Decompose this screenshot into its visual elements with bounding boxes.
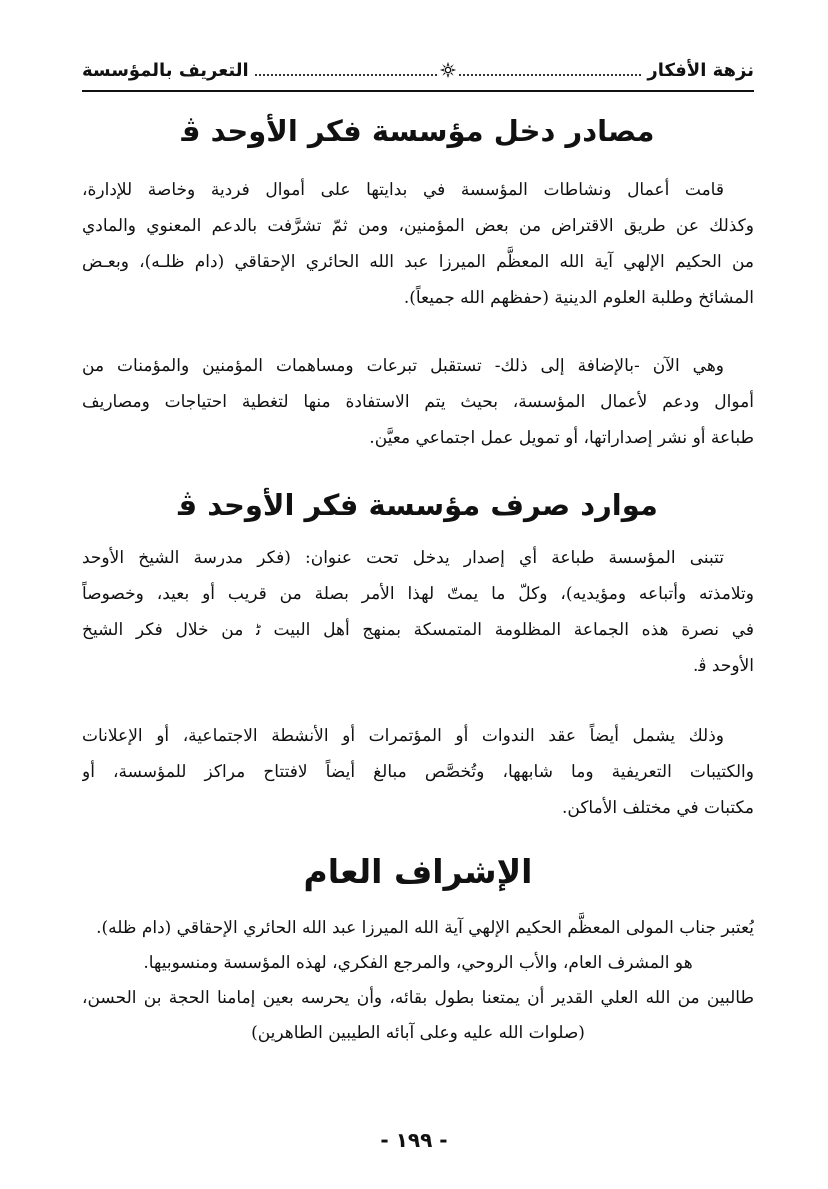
text-line: الأوحد ﭬ. — [693, 656, 754, 676]
text-line: طباعة أو نشر إصداراتها، أو تمويل عمل اجتماعي معيَّن. — [369, 428, 754, 448]
paragraph-spending-1 — [82, 540, 754, 684]
text-line: طالبين من الله العلي القدير أن يمتعنا بطول بقائه، وأن يحرسه بعين إمامنا الحجة بن الحسن، — [82, 988, 754, 1008]
text-line: تتبنى المؤسسة طباعة أي إصدار يدخل تحت عنوان: (فكر مدرسة الشيخ الأوحد — [82, 548, 724, 568]
paragraph-supervision — [82, 911, 754, 1051]
text-line: يُعتبر جناب المولى المعظَّم الحكيم الإلهي آية الله الميرزا عبد الله الحائري الإحقاقي (دام ظله). — [96, 918, 754, 938]
section-heading-income-sources: مصادر دخل مؤسسة فكر الأوحد ﭬ — [181, 114, 655, 148]
flower-ornament-icon — [439, 61, 457, 79]
section-heading-supervision: الإشراف العام — [303, 852, 533, 891]
text-line: والكتيبات التعريفية وما شابهها، وتُخصَّص مبالغ أيضاً لافتتاح مراكز للمؤسسة، أو — [82, 762, 754, 782]
running-header — [82, 52, 754, 92]
text-line: مكتبات في مختلف الأماكن. — [561, 798, 754, 818]
text-line: وكذلك عن طريق الاقتراض من بعض المؤمنين، ومن ثمّ تشرَّفت بالدعم المعنوي والمادي — [82, 216, 754, 236]
dotted-leader-right — [459, 74, 641, 76]
dotted-leader-left — [255, 74, 437, 76]
paragraph-income-2 — [82, 348, 754, 456]
text-line: هو المشرف العام، والأب الروحي، والمرجع الفكري، لهذه المؤسسة ومنسوبيها. — [143, 953, 693, 973]
book-title: نزهة الأفكار — [647, 59, 754, 81]
text-line: في نصرة هذه الجماعة المظلومة المتمسكة بمنهج أهل البيت ﭨ من خلال فكر الشيخ — [82, 620, 754, 640]
text-line: وتلامذته وأتباعه ومؤيديه)، وكلّ ما يمتّ لهذا الأمر بصلة من قريب أو بعيد، وخصوصاً — [82, 584, 754, 604]
text-line: أموال ودعم لأعمال المؤسسة، بحيث يتم الاستفادة منها لتغطية احتياجات ومصاريف — [82, 392, 754, 412]
paragraph-spending-2 — [82, 718, 754, 826]
section-heading-spending: موارد صرف مؤسسة فكر الأوحد ﭬ — [178, 488, 658, 522]
paragraph-income-1 — [82, 172, 754, 316]
text-line: من الحكيم الإلهي آية الله المعظَّم الميرزا عبد الله الحائري الإحقاقي (دام ظلـه)، وبعـض — [82, 252, 754, 272]
text-line: قامت أعمال ونشاطات المؤسسة في بدايتها على أموال فردية وخاصة للإدارة، — [82, 180, 724, 200]
page-number: - ١٩٩ - — [380, 1128, 448, 1152]
text-line: وهي الآن -بالإضافة إلى ذلك- تستقبل تبرعات ومساهمات المؤمنين والمؤمنات من — [82, 356, 724, 376]
text-line: وذلك يشمل أيضاً عقد الندوات أو المؤتمرات أو الأنشطة الاجتماعية، أو الإعلانات — [82, 726, 724, 746]
text-line: المشائخ وطلبة العلوم الدينية (حفظهم الله جميعاً). — [403, 288, 754, 308]
chapter-title: التعريف بالمؤسسة — [82, 59, 249, 81]
text-line: (صلوات الله عليه وعلى آبائه الطيبين الطاهرين) — [251, 1023, 585, 1043]
header-dots-divider — [249, 61, 648, 79]
